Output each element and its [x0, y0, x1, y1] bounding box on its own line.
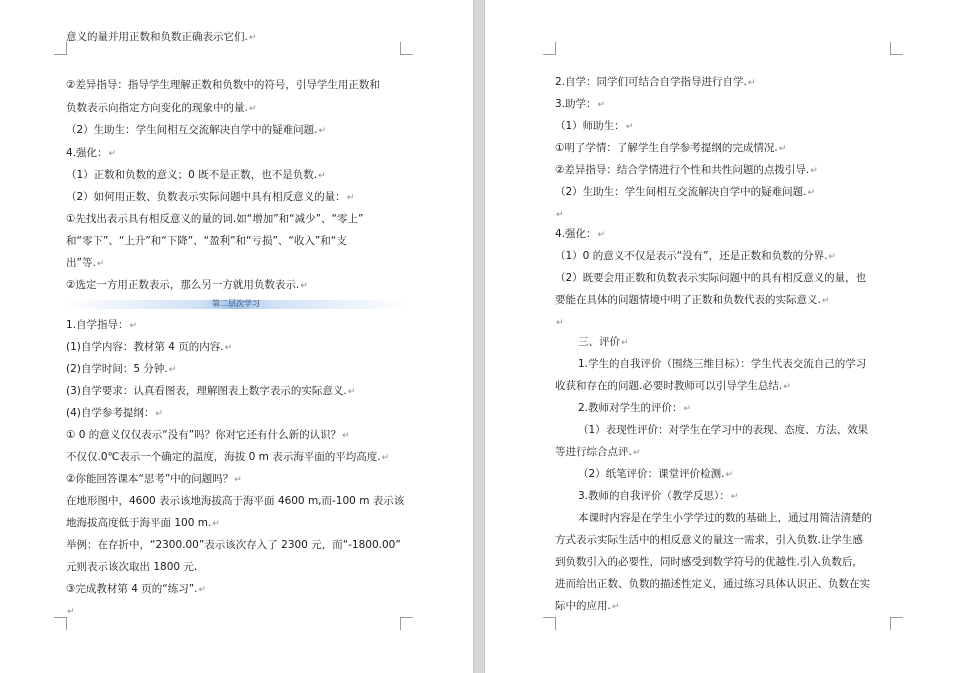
text-line: 意义的量并用正数和负数正确表示它们.↵ [66, 31, 257, 43]
text-line: 本课时内容是在学生小学学过的数的基础上，通过用简洁清楚的 [578, 512, 872, 524]
text-line: (3)自学要求：认真看图表，理解图表上数字表示的实际意义.↵ [66, 385, 356, 397]
text-line: 2.自学：同学们可结合自学指导进行自学.↵ [555, 76, 756, 88]
text-line: 3.助学：↵ [555, 98, 606, 110]
text-line: 收获和存在的问题.必要时教师可以引导学生总结.↵ [555, 380, 791, 392]
text-line: 进而给出正数、负数的描述性定义，通过练习具体认识正、负数在实 [555, 578, 870, 590]
text-line: 4.强化：↵ [555, 228, 606, 240]
empty-paragraph: ↵ [67, 607, 75, 617]
text-line: 方式表示实际生活中的相反意义的量这一需求，引入负数.让学生感 [555, 534, 863, 546]
text-line: 出”等.↵ [66, 257, 105, 269]
text-line: 元则表示该次取出 1800 元. [66, 561, 198, 573]
section-heading: 三、评价↵ [578, 336, 629, 348]
text-line: 和“零下”、“上升”和“下降”、“盈利”和“亏损”、“收入”和“支 [66, 235, 347, 247]
text-line: （2）如何用正数、负数表示实际问题中具有相反意义的量：↵ [66, 191, 355, 203]
text-line: (1)自学内容：教材第 4 页的内容.↵ [66, 341, 233, 353]
crop-mark [400, 42, 413, 55]
text-line: 1.自学指导：↵ [66, 319, 138, 331]
crop-mark [890, 42, 903, 55]
text-line: 不仅仅.0℃表示一个确定的温度，海拔 0 m 表示海平面的平均高度.↵ [66, 451, 390, 463]
text-line: 负数表示向指定方向变化的现象中的量.↵ [66, 102, 257, 114]
empty-paragraph: ↵ [556, 318, 564, 328]
text-line: （1）正数和负数的意义；0 既不是正数，也不是负数.↵ [66, 169, 326, 181]
text-line: 在地形图中，4600 表示该地海拔高于海平面 4600 m,而-100 m 表示该 [66, 495, 405, 507]
text-line: ②选定一方用正数表示，那么另一方就用负数表示.↵ [66, 279, 308, 291]
text-line: 际中的应用.↵ [555, 600, 620, 612]
text-line: 1.学生的自我评价（围绕三维目标）：学生代表交流自己的学习 [578, 358, 867, 370]
text-line: （2）纸笔评价：课堂评价检测.↵ [578, 468, 734, 480]
text-line: 2.教师对学生的评价：↵ [578, 402, 692, 414]
text-line: ①明了学情：了解学生自学参考提纲的完成情况.↵ [555, 142, 787, 154]
text-line: ①先找出表示具有相反意义的量的词.如“增加”和“减少”、“零上” [66, 213, 364, 225]
text-line: 举例：在存折中，“2300.00”表示该次存入了 2300 元，而“-1800.00” [66, 539, 401, 551]
text-line: ②你能回答课本“思考”中的问题吗？↵ [66, 473, 242, 485]
text-line: 地海拔高度低于海平面 100 m.↵ [66, 517, 220, 529]
crop-mark [890, 617, 903, 630]
text-line: （1）师助生：↵ [555, 120, 634, 132]
text-line: （2）生助生：学生间相互交流解决自学中的疑难问题.↵ [66, 124, 327, 136]
text-line: 3.教师的自我评价（教学反思）：↵ [578, 490, 739, 502]
crop-mark [543, 617, 556, 630]
page-gap [473, 0, 485, 673]
crop-mark [543, 42, 556, 55]
crop-mark [400, 617, 413, 630]
text-line: （1）表现性评价：对学生在学习中的表现、态度、方法、效果 [578, 424, 869, 436]
section-banner: 第二层次学习 [66, 300, 406, 309]
text-line: (2)自学时间：5 分钟.↵ [66, 363, 177, 375]
empty-paragraph: ↵ [556, 210, 564, 220]
text-line: ① 0 的意义仅仅表示“没有”吗？你对它还有什么新的认识？↵ [66, 429, 350, 441]
text-line: 要能在具体的问题情境中明了正数和负数代表的实际意义.↵ [555, 294, 830, 306]
text-line: （2）既要会用正数和负数表示实际问题中的具有相反意义的量，也 [555, 272, 867, 284]
text-line: ②差异指导：结合学情进行个性和共性问题的点拨引导.↵ [555, 164, 818, 176]
text-line: 4.强化：↵ [66, 147, 117, 159]
text-line: 等进行综合点评.↵ [555, 446, 641, 458]
text-line: ③完成教材第 4 页的“练习”.↵ [66, 583, 207, 595]
text-line: （1）0 的意义不仅是表示“没有”，还是正数和负数的分界.↵ [555, 250, 836, 262]
document-page-right [485, 0, 957, 673]
text-line: 到负数引入的必要性，同时感受到数学符号的优越性.引入负数后， [555, 556, 863, 568]
document-page-left [0, 0, 473, 673]
text-line: ②差异指导：指导学生理解正数和负数中的符号，引导学生用正数和 [66, 79, 380, 91]
text-line: (4)自学参考提纲：↵ [66, 407, 163, 419]
text-line: （2）生助生：学生间相互交流解决自学中的疑难问题.↵ [555, 186, 816, 198]
